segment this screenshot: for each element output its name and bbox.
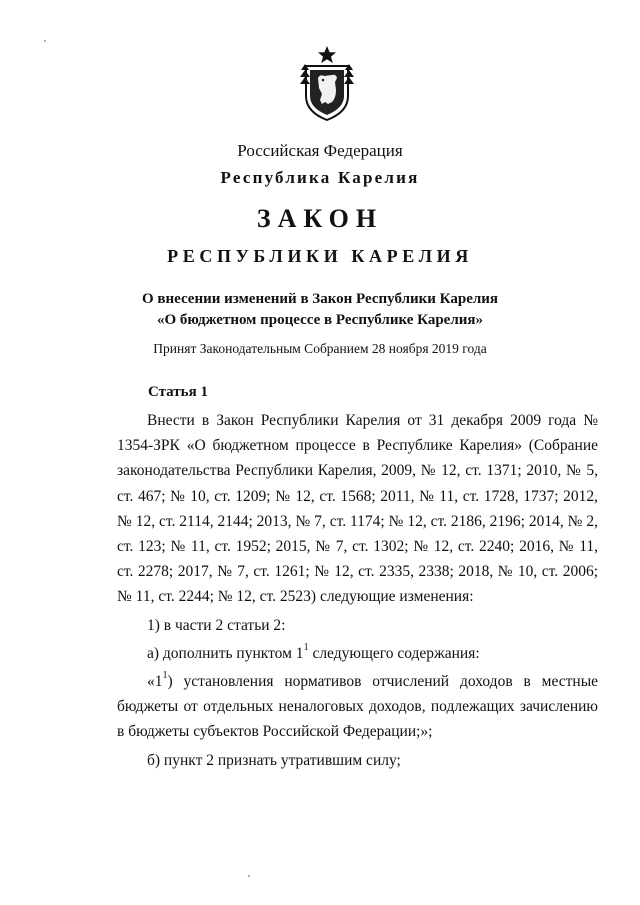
republic-name: Республика Карелия bbox=[220, 168, 420, 187]
karelia-coat-of-arms-icon bbox=[298, 44, 356, 124]
law-heading: ЗАКОН bbox=[256, 204, 384, 233]
superscript: 1 bbox=[303, 641, 309, 653]
superscript: 1 bbox=[162, 669, 168, 681]
paragraph-item-a-rest: следующего содержания: bbox=[308, 644, 480, 662]
scan-speck bbox=[248, 875, 250, 877]
scan-speck bbox=[44, 40, 46, 42]
law-title-line-2: «О бюджетном процессе в Республике Карелия» bbox=[157, 312, 483, 328]
paragraph-new-point-rest: ) установления нормативов отчислений доходов в местные бюджеты от отдельных неналоговых доходов, подлежащих зачислению в бюджеты субъектов Российской Федерации;»; bbox=[117, 673, 598, 741]
article-body bbox=[117, 408, 598, 773]
law-title bbox=[0, 289, 640, 331]
paragraph-amendment-intro: Внести в Закон Республики Карелия от 31 декабря 2009 года № 1354-ЗРК «О бюджетном процессе в Республике Карелия» (Собрание законодательства Республики Карелия, 2009, № 12, ст. 1371; 2010, № 5, ст. 467; № 10, ст. 1209; № 12, ст. 1568; 2011, № 11, ст. 1728, 1737; 2012, № 12, ст. 2114, 2144; 2013, № 7, ст. 1174; № 12, ст. 2186, 2196; 2014, № 2, ст. 123; № 11, ст. 1952; 2015, № 7, ст. 1302; № 12, ст. 2240; 2016, № 11, ст. 2278; 2017, № 7, ст. 1261; № 12, ст. 2335, 2338; 2018, № 10, ст. 2006; № 11, ст. 2244; № 12, ст. 2523) следующие изменения: bbox=[117, 412, 598, 606]
paragraph-new-point bbox=[117, 669, 598, 745]
paragraph-item-1: 1) в части 2 статьи 2: bbox=[147, 616, 286, 634]
paragraph-item-b: б) пункт 2 признать утратившим силу; bbox=[147, 751, 401, 769]
country-name: Российская Федерация bbox=[237, 141, 403, 160]
paragraph-item-a-text: а) дополнить пунктом 1 bbox=[147, 644, 304, 662]
law-title-line-1: О внесении изменений в Закон Республики Карелия bbox=[141, 291, 499, 307]
adoption-note: Принят Законодательным Собранием 28 ноября 2019 года bbox=[153, 341, 487, 356]
paragraph-item-a bbox=[117, 641, 598, 666]
article-heading: Статья 1 bbox=[148, 384, 208, 400]
law-of-republic: РЕСПУБЛИКИ КАРЕЛИЯ bbox=[167, 246, 473, 266]
paragraph-new-point-text: «1 bbox=[147, 673, 163, 691]
